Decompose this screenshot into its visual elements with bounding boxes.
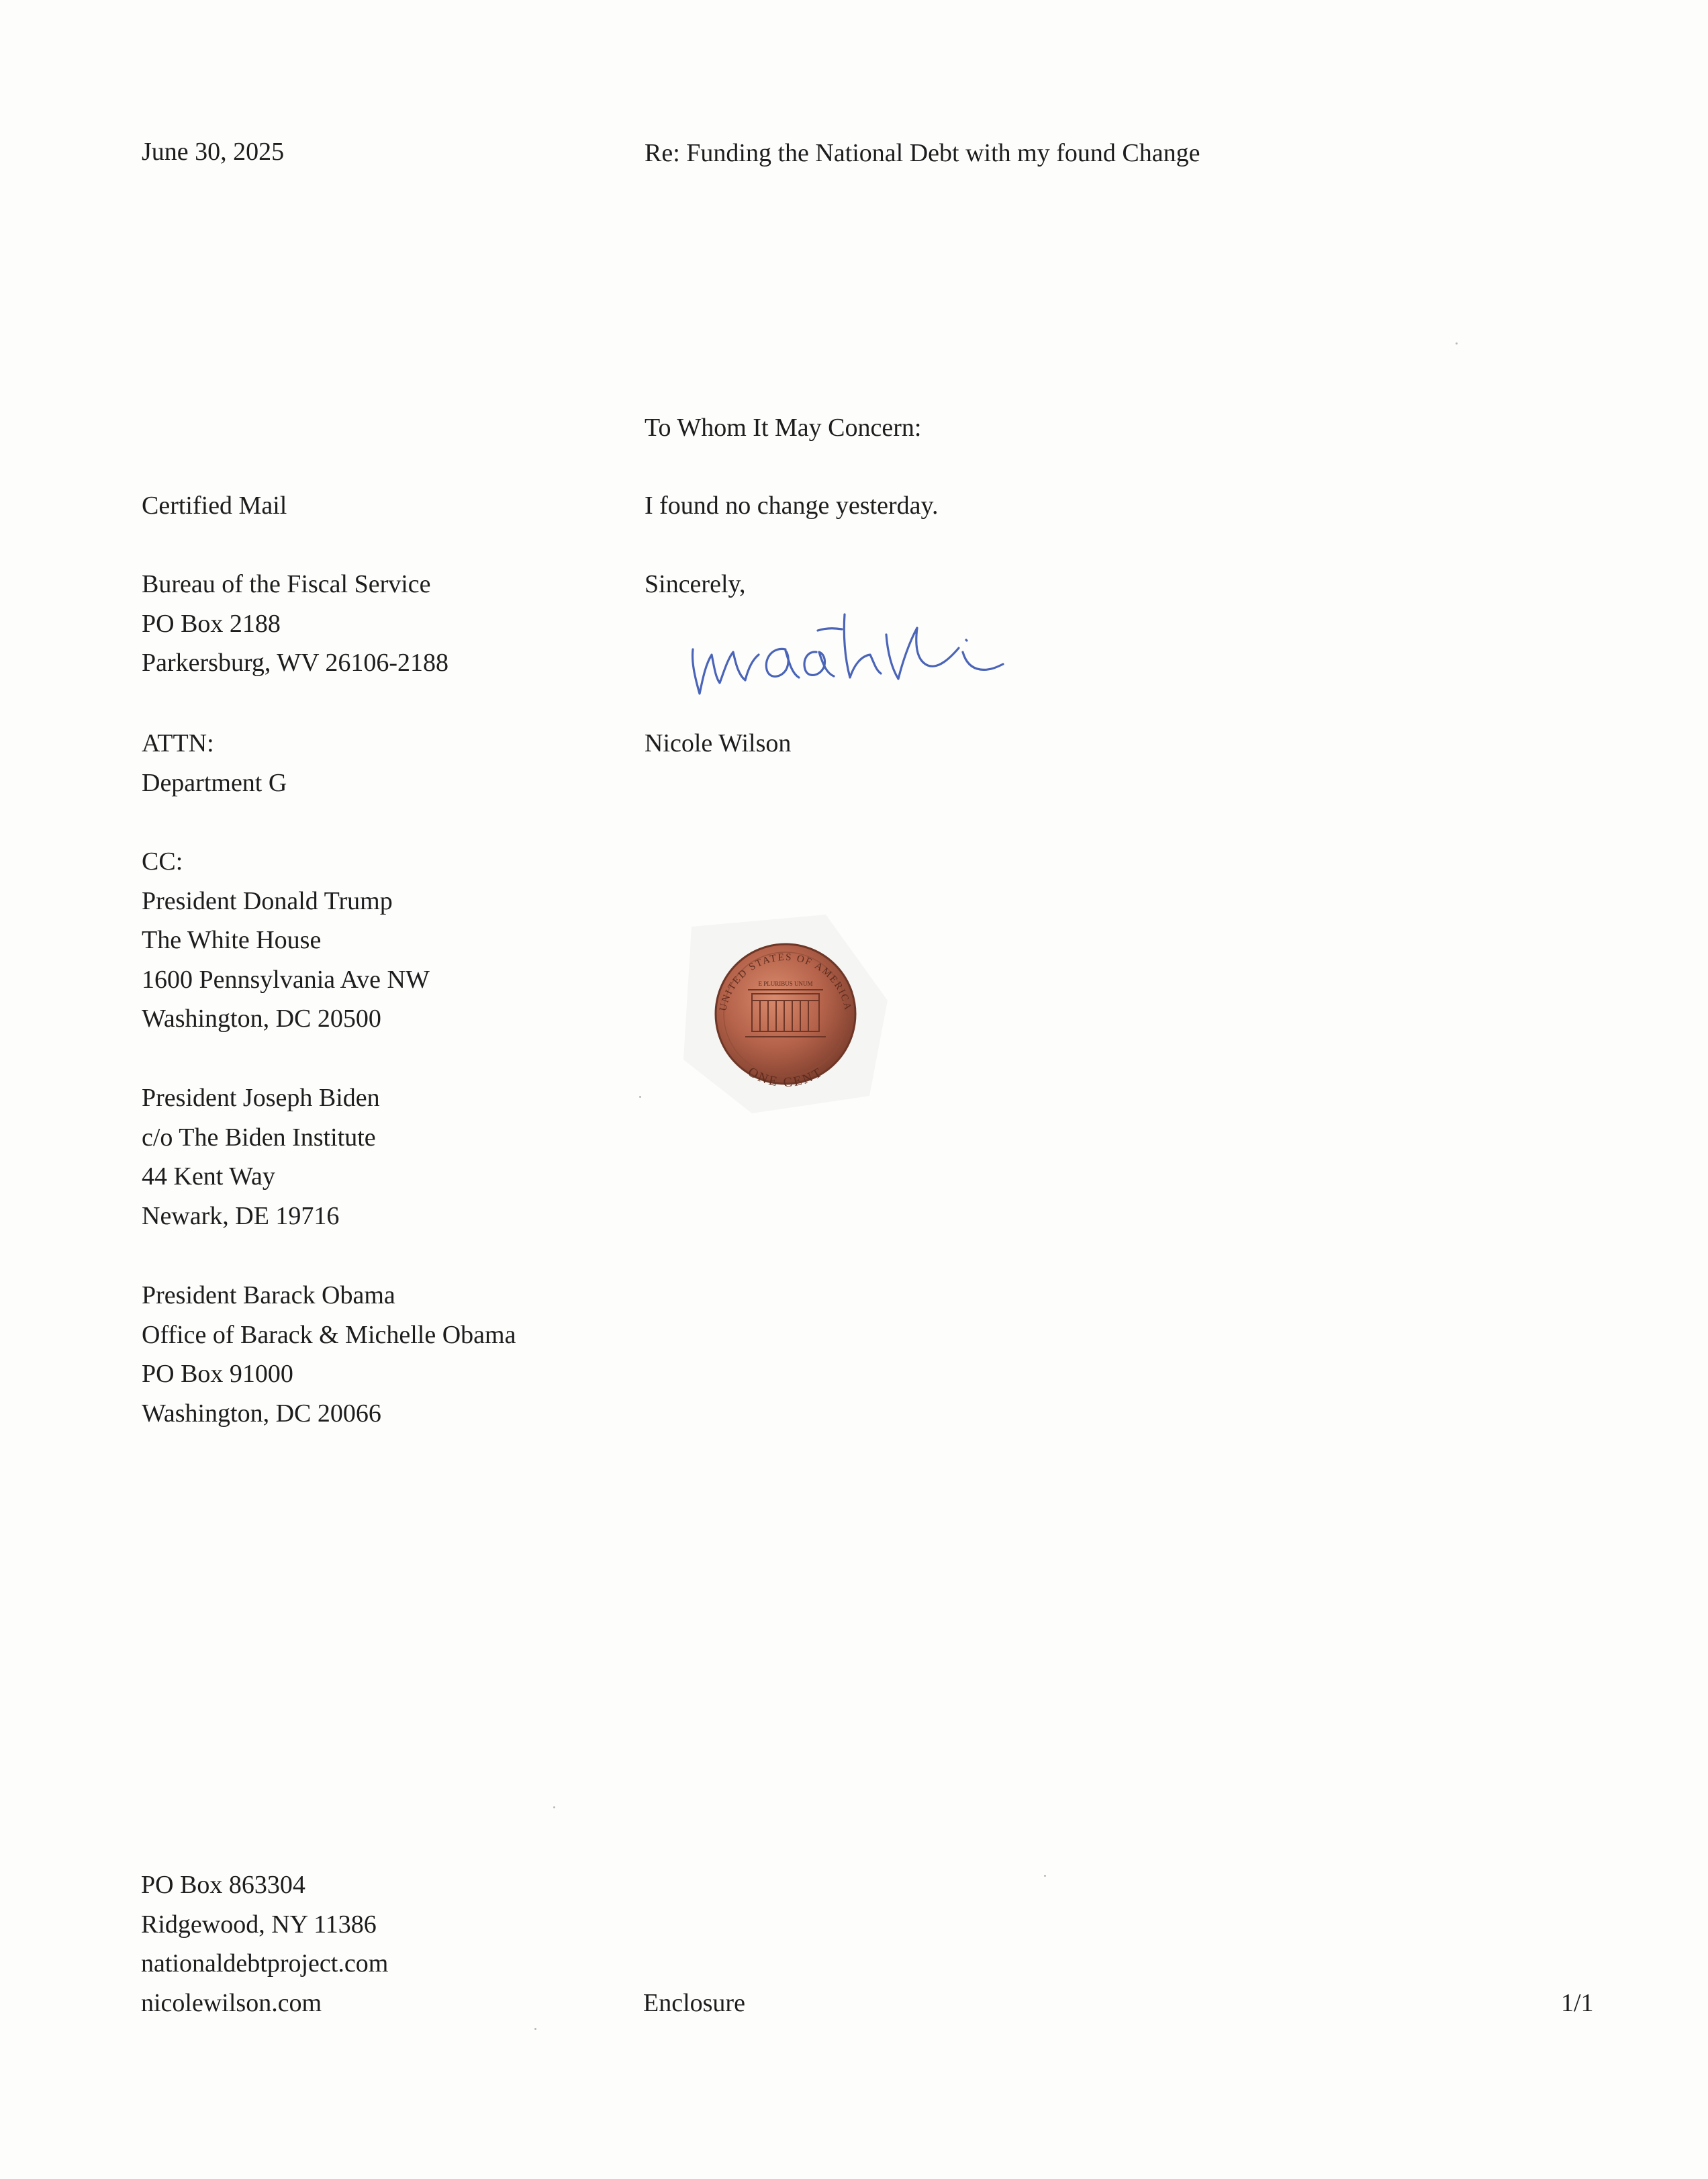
cc-biden: [142, 1078, 380, 1236]
return-address: [141, 1865, 388, 2023]
enclosure-note: Enclosure: [643, 1989, 745, 2017]
return-address-line: nicolewilson.com: [141, 1988, 322, 2017]
return-address-line: Ridgewood, NY 11386: [141, 1910, 377, 1939]
cc-line: Washington, DC 20500: [142, 1005, 381, 1033]
closing: Sincerely,: [645, 570, 746, 598]
mailing-method: Certified Mail: [142, 492, 287, 520]
coin-motto: E PLURIBUS UNUM: [758, 980, 813, 987]
cc-line: Washington, DC 20066: [142, 1399, 381, 1428]
attn-department: Department G: [142, 768, 287, 797]
letter-body: I found no change yesterday.: [645, 492, 939, 520]
cc-obama: [142, 1276, 516, 1433]
recipient-line: PO Box 2188: [142, 609, 281, 638]
attn-label: ATTN:: [142, 729, 214, 757]
return-address-line: nationaldebtproject.com: [141, 1949, 389, 1978]
letter-date: June 30, 2025: [142, 138, 285, 166]
scan-speck: [639, 1096, 641, 1098]
cc-line: Office of Barack & Michelle Obama: [142, 1320, 516, 1349]
cc-line: The White House: [142, 926, 322, 954]
scan-speck: [553, 1806, 555, 1808]
page-number: 1/1: [1561, 1989, 1594, 2017]
cc-line: Newark, DE 19716: [142, 1201, 340, 1230]
subject-line: Re: Funding the National Debt with my found Change: [645, 139, 1200, 167]
coin-top-text: UNITED STATES OF AMERICA: [718, 952, 853, 1013]
scan-speck: [1044, 1875, 1046, 1877]
scan-speck: [1456, 342, 1458, 344]
coin-bottom-text: ONE CENT: [745, 1064, 826, 1091]
recipient-line: Parkersburg, WV 26106-2188: [142, 649, 449, 677]
cc-line: PO Box 91000: [142, 1360, 293, 1388]
cc-line: President Barack Obama: [142, 1281, 395, 1309]
cc-line: 1600 Pennsylvania Ave NW: [142, 965, 430, 994]
recipient-address: [142, 565, 448, 683]
penny-enclosure: [645, 900, 927, 1128]
signer-name: Nicole Wilson: [645, 729, 792, 757]
return-address-line: PO Box 863304: [141, 1871, 305, 1899]
coin-body: [716, 944, 855, 1084]
attn-block: [142, 724, 287, 802]
cc-line: President Joseph Biden: [142, 1084, 380, 1112]
scan-speck: [534, 2028, 536, 2030]
cc-line: c/o The Biden Institute: [142, 1123, 376, 1152]
penny-image: [645, 900, 927, 1128]
signature-image: [685, 608, 1007, 708]
cc-line: 44 Kent Way: [142, 1162, 275, 1191]
cc-trump: [142, 842, 430, 1039]
recipient-line: Bureau of the Fiscal Service: [142, 570, 431, 598]
cc-line: President Donald Trump: [142, 886, 393, 915]
cc-label: CC:: [142, 847, 183, 876]
salutation: To Whom It May Concern:: [645, 414, 922, 442]
